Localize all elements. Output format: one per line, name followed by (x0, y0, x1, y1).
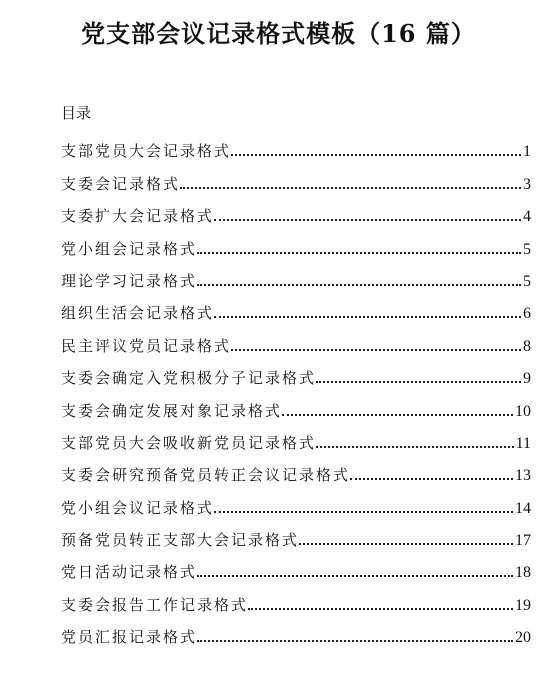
toc-heading: 目录 (61, 104, 92, 122)
toc-entry-page-number: 17 (515, 532, 531, 550)
toc-entry-page-number: 5 (523, 240, 531, 258)
toc-entry-page-number: 1 (523, 143, 531, 161)
toc-entry[interactable] (61, 485, 531, 517)
toc-dot-leader (350, 478, 513, 480)
toc-entry-label: 组织生活会记录格式 (61, 304, 215, 323)
toc-entry[interactable] (61, 161, 531, 193)
toc-dot-leader (197, 252, 521, 254)
toc-dot-leader (248, 608, 513, 610)
toc-entry-label: 民主评议党员记录格式 (61, 336, 232, 355)
toc-entry[interactable] (61, 291, 531, 323)
toc-entry[interactable] (61, 388, 531, 420)
toc-dot-leader (197, 284, 521, 286)
toc-entry-page-number: 14 (515, 499, 531, 517)
toc-dot-leader (197, 640, 513, 642)
toc-entry[interactable] (61, 421, 531, 453)
toc-entry-label: 支委会确定入党积极分子记录格式 (61, 369, 317, 388)
toc-entry-page-number: 5 (523, 272, 531, 290)
toc-entry-page-number: 11 (515, 434, 531, 452)
toc-entry[interactable] (61, 453, 531, 485)
toc-entry[interactable] (61, 129, 531, 161)
toc-entry-label: 支委会确定发展对象记录格式 (61, 401, 283, 420)
toc-dot-leader (316, 381, 521, 383)
toc-entry-label: 党员汇报记录格式 (61, 628, 198, 647)
toc-entry-page-number: 13 (515, 467, 531, 485)
toc-entry-page-number: 3 (523, 175, 531, 193)
toc-dot-leader (180, 187, 521, 189)
toc-entry[interactable] (61, 550, 531, 582)
toc-dot-leader (231, 349, 521, 351)
toc-entry-page-number: 4 (523, 208, 531, 226)
toc-entry-label: 支部党员大会吸收新党员记录格式 (61, 433, 317, 452)
toc-dot-leader (231, 154, 521, 156)
toc-entry-label: 党小组会记录格式 (61, 239, 198, 258)
table-of-contents (61, 129, 531, 647)
toc-entry-label: 理论学习记录格式 (61, 271, 198, 290)
toc-dot-leader (214, 316, 521, 318)
toc-entry-page-number: 19 (515, 596, 531, 614)
toc-entry[interactable] (61, 226, 531, 258)
toc-entry-label: 支委扩大会记录格式 (61, 207, 215, 226)
toc-entry-label: 党日活动记录格式 (61, 563, 198, 582)
toc-dot-leader (316, 446, 514, 448)
toc-entry-label: 支委会记录格式 (61, 174, 181, 193)
toc-entry-label: 支委会研究预备党员转正会议记录格式 (61, 466, 351, 485)
toc-entry-page-number: 8 (523, 337, 531, 355)
toc-dot-leader (214, 219, 521, 221)
toc-entry-label: 支委会报告工作记录格式 (61, 595, 249, 614)
toc-entry[interactable] (61, 194, 531, 226)
toc-entry[interactable] (61, 518, 531, 550)
document-title: 党支部会议记录格式模板（16 篇） (81, 19, 476, 48)
toc-entry-page-number: 20 (515, 629, 531, 647)
toc-entry-label: 党小组会议记录格式 (61, 498, 215, 517)
toc-entry[interactable] (61, 259, 531, 291)
toc-entry-label: 支部党员大会记录格式 (61, 142, 232, 161)
toc-dot-leader (214, 511, 513, 513)
toc-entry[interactable] (61, 356, 531, 388)
toc-entry[interactable] (61, 323, 531, 355)
toc-entry-label: 预备党员转正支部大会记录格式 (61, 531, 300, 550)
toc-entry[interactable] (61, 615, 531, 647)
toc-entry-page-number: 9 (523, 370, 531, 388)
toc-entry-page-number: 18 (515, 564, 531, 582)
toc-entry-page-number: 10 (515, 402, 531, 420)
toc-dot-leader (197, 575, 513, 577)
toc-entry[interactable] (61, 582, 531, 614)
toc-entry-page-number: 6 (523, 305, 531, 323)
toc-dot-leader (299, 543, 513, 545)
toc-dot-leader (282, 414, 513, 416)
